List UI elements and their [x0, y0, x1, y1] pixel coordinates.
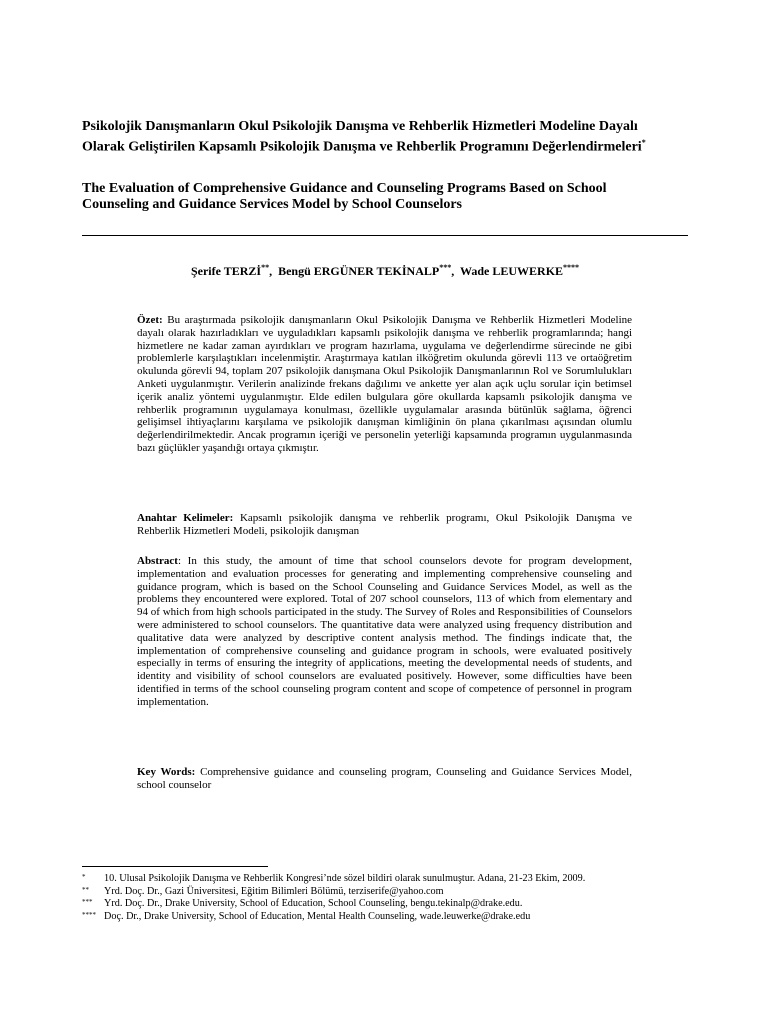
english-keywords-text: Comprehensive guidance and counseling program, Counseling and Guidance Services Model, school counselor	[137, 766, 632, 791]
english-keywords	[137, 766, 632, 792]
author-list	[82, 263, 688, 279]
footnote-mark: ***	[82, 898, 93, 907]
author-footnote-mark: ***	[439, 263, 452, 272]
author-footnote-mark: **	[261, 263, 270, 272]
footnote-text: 10. Ulusal Psikolojik Danışma ve Rehberlik Kongresi’nde sözel bildiri olarak sunulmuştur. Adana, 21-23 Ekim, 2009.	[104, 873, 586, 884]
author-separator: ,	[451, 264, 461, 278]
english-keywords-label: Key Words:	[137, 766, 196, 778]
turkish-keywords-label: Anahtar Kelimeler:	[137, 512, 234, 524]
footnote	[82, 886, 702, 899]
turkish-keywords	[137, 512, 632, 538]
footnote-mark: **	[82, 885, 89, 894]
footnote-mark: ****	[82, 910, 96, 919]
turkish-abstract-label: Özet:	[137, 314, 163, 326]
footnote-divider	[82, 866, 268, 867]
title-english: The Evaluation of Comprehensive Guidance and Counseling Programs Based on School Counseling and Guidance Services Model by School Counselors	[82, 181, 607, 212]
english-abstract	[137, 555, 632, 709]
turkish-keywords-text: Kapsamlı psikolojik danışma ve rehberlik programı, Okul Psikolojik Danışma ve Rehberlik Hizmetleri Modeli, psikolojik danışman	[137, 512, 633, 537]
turkish-abstract-text: Bu araştırmada psikolojik danışmanların Okul Psikolojik Danışma ve Rehberlik Hizmetleri Modeline dayalı olarak hazırladıkları ve uyguladıkları kapsamlı psikolojik danışma ve rehberlik programlarında; hangi hizmetlere ne kadar zaman ayırdıkları ve program hazırlama, uygulama ve değerlendirme sürecinde ne gibi problemlerle karşılaştıkları incelenmiştir. Araştırmaya katılan ilköğretim okulunda görevli 113 ve ortaöğretim okulunda görevli 94, toplam 207 psikolojik danışmana Okul Psikolojik Danışmanlarının Rol ve Sorumlulukları Anketi uygulanmıştır. Verilerin analizinde frekans dağılımı ve ankette yer alan açık uçlu sorular için betimsel içerik analiz yöntemi uygulanmıştır. Elde edilen bulgulara göre okullarda kapsamlı psikolojik danışma ve rehberlik programının uygulamaya konulması, özellikle uygulamalar arasında bütünlük sağlama, öğrenci gelişimsel ihtiyaçlarını karşılama ve psikolojik danışman kimliğinin ön plana çıkarılması açısından olumlu değerlendirilmektedir. Ancak programın içeriği ve personelin yeterliği kapsamında programın uygulanmasında bazı güçlükler yaşandığı ortaya çıkmıştır.	[137, 314, 633, 454]
title-footnote-mark: *	[641, 138, 646, 147]
author-footnote-mark: ****	[563, 263, 580, 272]
title-turkish	[82, 119, 692, 156]
english-abstract-label: Abstract	[137, 555, 178, 567]
english-abstract-text: : In this study, the amount of time that school counselors devote for program development, implementation and evaluation processes for generating and implementing comprehensive counseling and guidance program, which is based on the School Counseling and Guidance Services Model, as well as the problems they encountered were explored. Total of 207 school counselors, 113 of which from elementary and 94 of which from high schools participated in the study. The Survey of Roles and Responsibilities of Counselors were administered to school counselors. The quantitative data were analyzed using frequency distribution and qualitative data were analyzed by descriptive content analysis method. The findings indicate that, the implementation of comprehensive counseling and guidance program in schools, were evaluated positively especially in terms of ensuring the integrity of applications, meeting the developmental needs of students, and identity and visibility of school counselors are evaluated positively. However, some difficulties have been identified in terms of the school counseling program content and scope of competence of personnel in program implementation.	[137, 555, 632, 708]
turkish-abstract	[137, 314, 632, 455]
author-separator: ,	[269, 264, 279, 278]
footnote-text: Doç. Dr., Drake University, School of Education, Mental Health Counseling, wade.leuwerke@drake.edu	[104, 910, 531, 922]
footnote	[82, 873, 702, 886]
author-name: Bengü ERGÜNER TEKİNALP	[278, 264, 440, 278]
author-name: Şerife TERZİ	[190, 264, 262, 278]
footnote	[82, 911, 702, 924]
title-turkish-line-2	[82, 135, 692, 156]
title-divider	[82, 235, 688, 236]
footnote	[82, 898, 702, 911]
footnotes	[82, 873, 702, 923]
author-name: Wade LEUWERKE	[460, 264, 564, 278]
title-turkish-line-1: Psikolojik Danışmanların Okul Psikolojik Danışma ve Rehberlik Hizmetleri Modeline Dayalı	[82, 119, 638, 134]
footnote-text: Yrd. Doç. Dr., Drake University, School of Education, School Counseling, bengu.tekinalp@drake.edu.	[104, 898, 523, 910]
title-turkish-line-2-text: Olarak Geliştirilen Kapsamlı Psikolojik Danışma ve Rehberlik Programını Değerlendirmeleri	[82, 139, 642, 155]
footnote-text: Yrd. Doç. Dr., Gazi Üniversitesi, Eğitim Bilimleri Bölümü, terziserife@yahoo.com	[104, 885, 444, 897]
footnote-mark: *	[82, 873, 86, 881]
